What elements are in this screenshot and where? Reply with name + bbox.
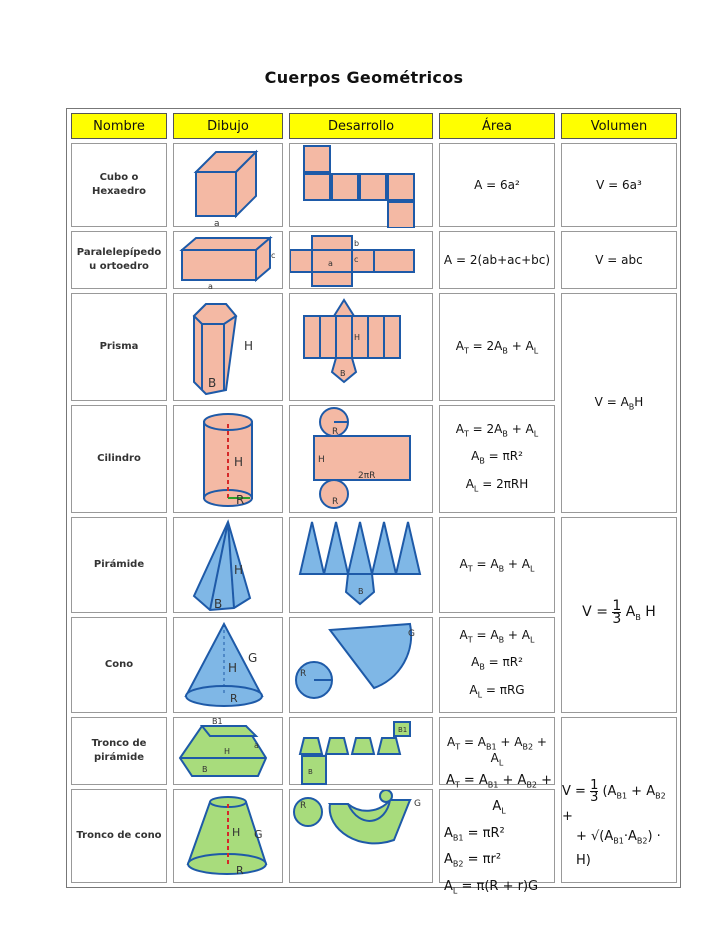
svg-text:H: H bbox=[354, 333, 361, 342]
frustum-cone-drawing bbox=[173, 789, 283, 883]
svg-text:R: R bbox=[236, 864, 244, 877]
volume-prism-cylinder: $V = A_BH$ bbox=[561, 293, 677, 513]
prism-svg bbox=[174, 294, 284, 402]
frustum-pyramid-net-svg bbox=[290, 718, 434, 786]
row-cube-area: A = 6a² bbox=[439, 143, 555, 227]
svg-text:B1: B1 bbox=[398, 726, 408, 734]
svg-text:R: R bbox=[332, 497, 339, 507]
volume-frustum: V = $\frac{1}{3}$ ($A_{B1} + A_{B2}$ + + $√(A_{B1}\cdot A_{B2}) \cdot H$) bbox=[561, 717, 677, 883]
row-parallelepiped-volume: V = abc bbox=[561, 231, 677, 289]
svg-text:R: R bbox=[230, 692, 238, 705]
cube-net-svg bbox=[290, 144, 434, 228]
prism-drawing bbox=[173, 293, 283, 401]
row-cylinder-name: Cilindro bbox=[71, 405, 167, 513]
cone-net bbox=[289, 617, 433, 713]
frustum-cone-net-svg bbox=[290, 790, 434, 884]
pyramid-svg bbox=[174, 518, 284, 614]
row-cone-name: Cono bbox=[71, 617, 167, 713]
prism-net-svg bbox=[290, 294, 434, 402]
cylinder-net-svg bbox=[290, 406, 434, 514]
svg-text:R: R bbox=[332, 427, 339, 437]
svg-text:G: G bbox=[408, 629, 415, 639]
cube-drawing-svg bbox=[174, 144, 284, 228]
parallelepiped-svg bbox=[174, 232, 284, 290]
svg-text:B: B bbox=[208, 376, 217, 390]
header-volume: Volumen bbox=[561, 113, 677, 139]
svg-text:B1: B1 bbox=[212, 718, 223, 726]
frustum-pyramid-drawing bbox=[173, 717, 283, 785]
parallelepiped-net bbox=[289, 231, 433, 289]
row-frustum-cone-name: Tronco de cono bbox=[71, 789, 167, 883]
prism-net bbox=[289, 293, 433, 401]
row-frustum-pyramid-name: Tronco de pirámide bbox=[71, 717, 167, 785]
pyramid-net bbox=[289, 517, 433, 613]
svg-text:b: b bbox=[354, 239, 360, 248]
svg-text:B: B bbox=[308, 768, 313, 776]
frustum-cone-svg bbox=[174, 790, 284, 884]
svg-text:R: R bbox=[300, 801, 307, 811]
svg-text:H: H bbox=[224, 747, 231, 756]
row-cube-volume: V = 6a³ bbox=[561, 143, 677, 227]
svg-text:a: a bbox=[254, 741, 259, 750]
svg-text:R: R bbox=[236, 493, 245, 507]
svg-text:G: G bbox=[254, 828, 263, 841]
cylinder-drawing bbox=[173, 405, 283, 513]
cylinder-svg bbox=[174, 406, 284, 514]
row-prism-name: Prisma bbox=[71, 293, 167, 401]
cube-label-a: a bbox=[214, 219, 220, 228]
header-development: Desarrollo bbox=[289, 113, 433, 139]
cone-svg bbox=[174, 618, 284, 714]
row-pyramid-area: $A_T = A_B + A_L$ bbox=[439, 517, 555, 613]
svg-text:B: B bbox=[358, 587, 364, 596]
parallelepiped-net-svg bbox=[290, 232, 434, 290]
svg-text:2πR: 2πR bbox=[358, 471, 376, 481]
cone-drawing bbox=[173, 617, 283, 713]
cone-net-svg bbox=[290, 618, 434, 714]
row-cube-name: Cubo o Hexaedro bbox=[71, 143, 167, 227]
svg-text:G: G bbox=[248, 651, 258, 665]
cube-drawing bbox=[173, 143, 283, 227]
row-parallelepiped-area: A = 2(ab+ac+bc) bbox=[439, 231, 555, 289]
row-frustum-cone-area: $A_T = A_{B1} + A_{B2} + A_L$ $A_{B1} = \pi R^2$ $A_{B2} = \pi r^2$ $A_L = \pi(R + r)G$ bbox=[439, 789, 555, 883]
svg-text:a: a bbox=[208, 282, 213, 290]
geometry-table bbox=[66, 108, 681, 896]
header-area: Área bbox=[439, 113, 555, 139]
pyramid-net-svg bbox=[290, 518, 434, 614]
svg-text:B: B bbox=[340, 369, 346, 378]
row-prism-area: $A_T = 2A_B + A_L$ bbox=[439, 293, 555, 401]
frustum-pyramid-net bbox=[289, 717, 433, 785]
frustum-cone-net bbox=[289, 789, 433, 883]
row-frustum-pyramid-area: $A_T = A_{B1} + A_{B2} + A_L$ bbox=[439, 717, 555, 785]
svg-text:R: R bbox=[300, 669, 307, 679]
svg-text:H: H bbox=[234, 563, 244, 577]
svg-text:H: H bbox=[244, 339, 254, 353]
svg-text:a: a bbox=[328, 259, 333, 268]
svg-text:G: G bbox=[414, 799, 421, 809]
svg-text:B: B bbox=[214, 597, 223, 611]
header-drawing: Dibujo bbox=[173, 113, 283, 139]
svg-text:B: B bbox=[202, 765, 208, 774]
row-cylinder-area: $A_T = 2A_B + A_L$ $A_B = \pi R^2$ $A_L = 2\pi RH$ bbox=[439, 405, 555, 513]
parallelepiped-drawing bbox=[173, 231, 283, 289]
pyramid-drawing bbox=[173, 517, 283, 613]
row-pyramid-name: Pirámide bbox=[71, 517, 167, 613]
cube-net bbox=[289, 143, 433, 227]
row-parallelepiped-name: Paralelepípedo u ortoedro bbox=[71, 231, 167, 289]
svg-text:H: H bbox=[228, 661, 238, 675]
svg-text:c: c bbox=[271, 251, 276, 260]
frustum-pyramid-svg bbox=[174, 718, 284, 786]
svg-text:H: H bbox=[232, 826, 241, 839]
svg-text:H: H bbox=[318, 455, 325, 465]
header-name: Nombre bbox=[71, 113, 167, 139]
svg-text:H: H bbox=[234, 455, 244, 469]
page-title: Cuerpos Geométricos bbox=[264, 68, 464, 87]
svg-text:c: c bbox=[354, 255, 359, 264]
row-cone-area: $A_T = A_B + A_L$ $A_B = \pi R^2$ $A_L = \pi RG$ bbox=[439, 617, 555, 713]
volume-pyramid-cone: V = $\frac{1}{3}$ $A_B$ H bbox=[561, 517, 677, 713]
cylinder-net bbox=[289, 405, 433, 513]
